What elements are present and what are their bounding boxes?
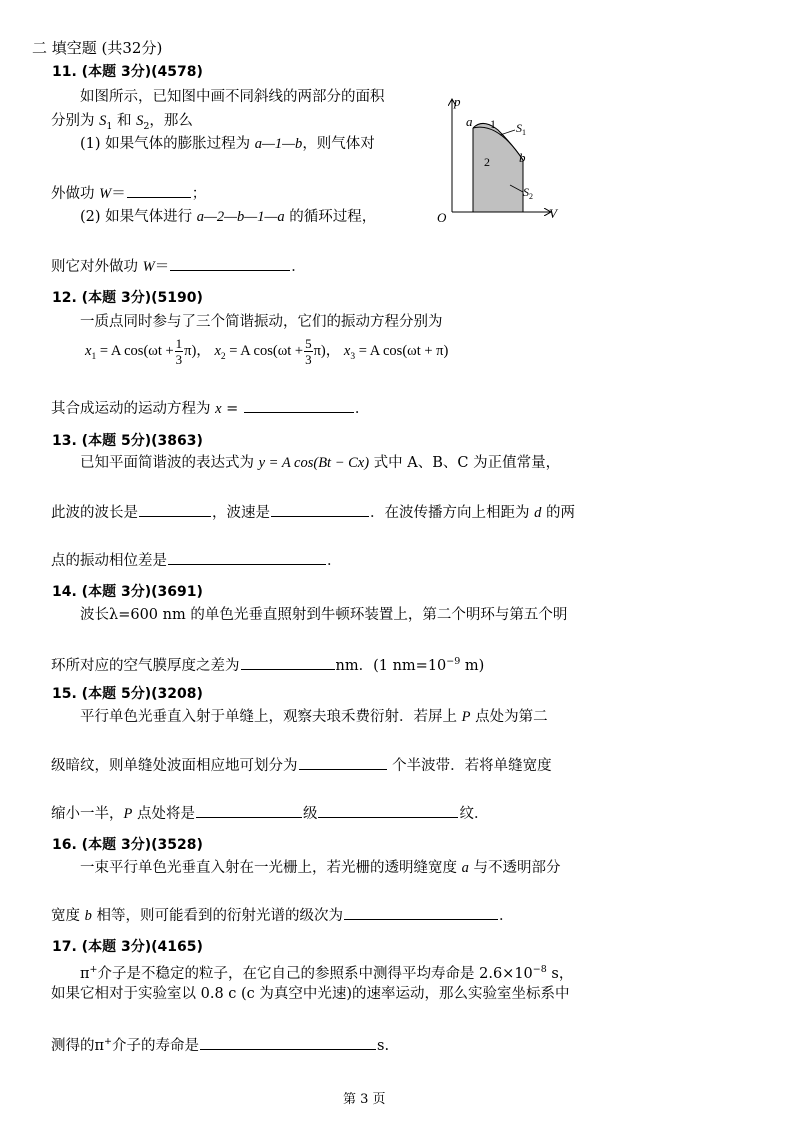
q16-answer-blank[interactable] — [344, 905, 498, 920]
q11-line1: 如图所示，已知图中画不同斜线的两部分的面积 — [80, 89, 385, 105]
q14-header: 14. (本题 3分)(3691) — [52, 584, 203, 600]
q14-line1: 波长λ=600 nm 的单色光垂直照射到牛顿环装置上，第二个明环与第五个明 — [80, 607, 568, 623]
q11-answer1-blank[interactable] — [127, 183, 191, 198]
q13-speed-blank[interactable] — [271, 502, 369, 517]
pv-diagram — [428, 90, 568, 230]
q16-line1: 一束平行单色光垂直入射在一光栅上，若光栅的透明缝宽度 a 与不透明部分 — [80, 860, 561, 876]
q13-header: 13. (本题 5分)(3863) — [52, 433, 203, 449]
s2-label: $S_2$ — [523, 185, 533, 201]
q11-line2: 分别为 $S_1$ 和 $S_2$，那么 — [51, 113, 193, 132]
q14-line2: 环所对应的空气膜厚度之差为 nm．(1 $nm=10^{-9}$ m) — [51, 656, 485, 674]
section-title: 二 填空题 (共32分) — [32, 39, 163, 57]
curve-2-label: 2 — [484, 155, 490, 169]
q12-equations: $x_1 = A$ cos(ωt + $\frac{1}{3}$ π)， $x_2 = A$ cos(ωt + $\frac{5}{3}$ π)， $x_3 = A$ cos(ωt + π) — [85, 336, 449, 368]
q13-line3: 点的振动相位差是 ． — [51, 550, 342, 571]
q17-line1: π+介子是不稳定的粒子，在它自己的参照系中测得平均寿命是 $2.6\times 10^{-8}$ s， — [80, 964, 574, 982]
q15-line3: 缩小一半，P 点处将是 级 纹． — [51, 803, 488, 824]
area-fill — [473, 123, 523, 212]
q12-answer-line: 其合成运动的运动方程为 x = ． — [51, 398, 369, 419]
q11-header: 11. (本题 3分)(4578) — [52, 64, 203, 80]
page-number: 第 3 页 — [343, 1092, 386, 1107]
q15-line2: 级暗纹，则单缝处波面相应地可划分为 个半波带．若将单缝宽度 — [51, 755, 552, 776]
q17-header: 17. (本题 3分)(4165) — [52, 939, 203, 955]
q17-line2: 如果它相对于实验室以 0.8 c (c 为真空中光速)的速率运动，那么实验室坐标系中 — [51, 986, 570, 1002]
q12-header: 12. (本题 3分)(5190) — [52, 290, 203, 306]
q15-zones-blank[interactable] — [299, 755, 387, 770]
q13-line2: 此波的波长是 ，波速是 ．在波传播方向上相距为 d 的两 — [51, 502, 575, 523]
q14-answer-blank[interactable] — [241, 655, 335, 670]
q15-fringe-type-blank[interactable] — [318, 803, 458, 818]
q16-line2: 宽度 b 相等，则可能看到的衍射光谱的级次为 ． — [51, 905, 513, 926]
q15-order-blank[interactable] — [196, 803, 302, 818]
curve-1-label: 1 — [490, 117, 496, 131]
q17-answer-blank[interactable] — [200, 1035, 376, 1050]
s1-pointer — [500, 130, 515, 135]
q11-part2-answer-line: 则它对外做功 W＝ ． — [51, 256, 306, 277]
s1-label: $S_1$ — [516, 121, 526, 137]
q11-part2: (2) 如果气体进行 a—2—b—1—a 的循环过程， — [80, 209, 377, 225]
q11-answer2-blank[interactable] — [170, 256, 290, 271]
q12-answer-blank[interactable] — [244, 398, 354, 413]
q12-fraction-2: $\frac{5}{3}$ — [305, 336, 312, 368]
origin-label: O — [437, 210, 447, 225]
point-b-label: b — [519, 150, 526, 165]
q13-line1: 已知平面简谐波的表达式为 y = A cos(Bt − Cx) 式中 A、B、C 为正值常量， — [80, 455, 561, 471]
q11-part1: (1) 如果气体的膨胀过程为 a—1—b，则气体对 — [80, 136, 375, 152]
q12-line1: 一质点同时参与了三个简谐振动，它们的振动方程分别为 — [80, 314, 443, 330]
q15-line1: 平行单色光垂直入射于单缝上，观察夫琅禾费衍射．若屏上 P 点处为第二 — [80, 709, 548, 725]
q15-header: 15. (本题 5分)(3208) — [52, 686, 203, 702]
q11-part1-answer-line: 外做功 W＝ ； — [51, 183, 206, 204]
q16-header: 16. (本题 3分)(3528) — [52, 837, 203, 853]
q17-line3: 测得的π+介子的寿命是 s. — [51, 1036, 390, 1054]
axis-p-label: p — [454, 94, 461, 109]
q12-fraction-1: $\frac{1}{3}$ — [175, 336, 183, 368]
q13-wavelength-blank[interactable] — [139, 502, 211, 517]
axis-v-label: V — [549, 206, 557, 221]
q13-phase-blank[interactable] — [168, 550, 326, 565]
point-a-label: a — [466, 114, 473, 129]
